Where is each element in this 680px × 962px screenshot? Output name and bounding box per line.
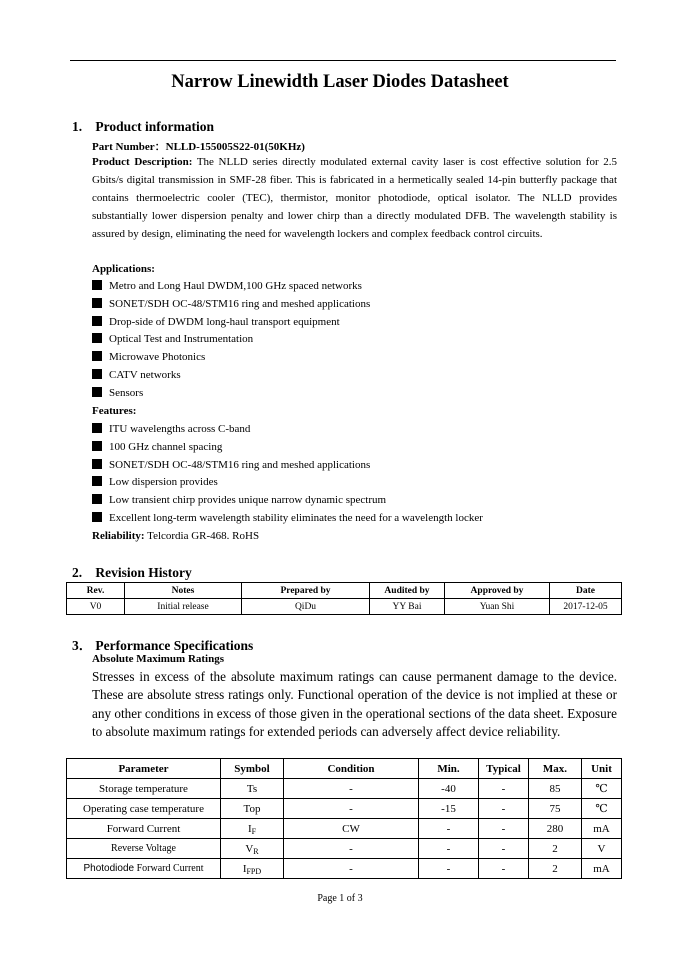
condition-cell: CW xyxy=(284,819,419,839)
col-min: Min. xyxy=(419,759,479,779)
reliability-label: Reliability: xyxy=(92,530,145,542)
square-bullet-icon xyxy=(92,512,102,522)
feature-item-text: Low transient chirp provides unique narrow dynamic spectrum xyxy=(109,494,387,507)
max-cell: 75 xyxy=(529,799,582,819)
feature-item xyxy=(92,474,483,492)
col-audited-by: Audited by xyxy=(370,583,445,599)
feature-item xyxy=(92,421,483,439)
square-bullet-icon xyxy=(92,441,102,451)
col-parameter: Parameter xyxy=(67,759,221,779)
symbol-main: V xyxy=(245,842,254,855)
revision-table-header xyxy=(67,583,622,599)
section-3-title: Performance Specifications xyxy=(95,638,254,653)
square-bullet-icon xyxy=(92,459,102,469)
square-bullet-icon xyxy=(92,369,102,379)
condition-cell: - xyxy=(284,799,419,819)
audited-by-cell: YY Bai xyxy=(370,599,445,615)
max-cell: 2 xyxy=(529,859,582,879)
feature-item-text: SONET/SDH OC-48/STM16 ring and meshed applications xyxy=(109,458,371,471)
table-row xyxy=(67,839,622,859)
symbol-cell xyxy=(221,839,284,859)
max-cell: 280 xyxy=(529,819,582,839)
table-row xyxy=(67,859,622,879)
typical-cell: - xyxy=(479,819,529,839)
col-prepared-by: Prepared by xyxy=(242,583,370,599)
part-number: Part Number：NLLD-155005S22-01(50KHz) xyxy=(92,141,305,153)
feature-item xyxy=(92,457,483,475)
application-item xyxy=(92,385,370,403)
col-symbol: Symbol xyxy=(221,759,284,779)
col-notes: Notes xyxy=(125,583,242,599)
header-rule xyxy=(70,60,616,61)
max-cell: 2 xyxy=(529,839,582,859)
symbol-subscript: FPD xyxy=(246,866,262,876)
section-2-number: 2. xyxy=(72,565,83,580)
symbol-cell: Top xyxy=(221,799,284,819)
square-bullet-icon xyxy=(92,280,102,290)
feature-item xyxy=(92,510,483,528)
min-cell: - xyxy=(419,819,479,839)
col-unit: Unit xyxy=(582,759,622,779)
feature-item-text: ITU wavelengths across C-band xyxy=(109,423,251,435)
section-1-title: Product information xyxy=(95,119,214,134)
absolute-max-ratings-subheading: Absolute Maximum Ratings xyxy=(92,653,225,665)
section-3-heading xyxy=(72,634,253,654)
col-date: Date xyxy=(550,583,622,599)
application-item xyxy=(92,367,370,385)
col-approved-by: Approved by xyxy=(445,583,550,599)
reliability-text: Telcordia GR-468. RoHS xyxy=(144,530,260,542)
symbol-subscript: F xyxy=(251,826,257,836)
typical-cell: - xyxy=(479,779,529,799)
absolute-max-ratings-table xyxy=(66,758,622,879)
parameter-cell xyxy=(67,859,221,879)
max-cell: 85 xyxy=(529,779,582,799)
prepared-by-cell: QiDu xyxy=(242,599,370,615)
applications-label: Applications: xyxy=(92,263,155,275)
application-item xyxy=(92,278,370,296)
unit-cell: ℃ xyxy=(582,779,622,799)
typical-cell: - xyxy=(479,859,529,879)
table-row xyxy=(67,819,622,839)
application-item xyxy=(92,331,370,349)
symbol-main: I xyxy=(242,862,247,875)
reliability xyxy=(92,527,617,545)
document-title: Narrow Linewidth Laser Diodes Datasheet xyxy=(171,72,509,92)
parameter-cell: Reverse Voltage xyxy=(67,839,221,859)
application-item-text: SONET/SDH OC-48/STM16 ring and meshed applications xyxy=(109,297,371,310)
date-cell: 2017-12-05 xyxy=(550,599,622,615)
application-item-text: Sensors xyxy=(109,386,144,399)
condition-cell: - xyxy=(284,779,419,799)
square-bullet-icon xyxy=(92,333,102,343)
feature-item-text: 100 GHz channel spacing xyxy=(109,440,223,453)
feature-item-text: Low dispersion provides xyxy=(109,476,218,489)
unit-cell: mA xyxy=(582,819,622,839)
product-description-label: Product Description: xyxy=(92,156,193,168)
symbol-subscript: R xyxy=(253,846,259,856)
application-item xyxy=(92,296,370,314)
applications-list xyxy=(92,278,370,403)
table-row xyxy=(67,779,622,799)
application-item-text: Optical Test and Instrumentation xyxy=(109,333,254,346)
square-bullet-icon xyxy=(92,351,102,361)
square-bullet-icon xyxy=(92,298,102,308)
section-1-number: 1. xyxy=(72,119,83,134)
table-row xyxy=(67,599,622,615)
absolute-max-ratings-text: Stresses in excess of the absolute maximum ratings can cause permanent damage to the device. These are absolute stress ratings only. Functional operation of the device is not implied at these or any other conditions in excess of those given in the operational sections of the data sheet. Exposure to absolute maximum ratings for extended periods can adversely affect device reliability. xyxy=(92,669,617,739)
condition-cell: - xyxy=(284,839,419,859)
product-description xyxy=(92,153,617,243)
feature-item xyxy=(92,492,483,510)
symbol-cell: Ts xyxy=(221,779,284,799)
feature-item xyxy=(92,439,483,457)
application-item-text: Metro and Long Haul DWDM,100 GHz spaced networks xyxy=(109,280,362,292)
rev-cell: V0 xyxy=(67,599,125,615)
square-bullet-icon xyxy=(92,476,102,486)
application-item xyxy=(92,349,370,367)
typical-cell: - xyxy=(479,799,529,819)
section-1-heading xyxy=(72,119,214,135)
table-row xyxy=(67,799,622,819)
min-cell: - xyxy=(419,839,479,859)
condition-cell: - xyxy=(284,859,419,879)
section-2-title: Revision History xyxy=(95,565,192,580)
unit-cell: V xyxy=(582,839,622,859)
notes-cell: Initial release xyxy=(125,599,242,615)
min-cell: -40 xyxy=(419,779,479,799)
square-bullet-icon xyxy=(92,494,102,504)
col-rev: Rev. xyxy=(67,583,125,599)
application-item xyxy=(92,314,370,332)
col-typical: Typical xyxy=(479,759,529,779)
typical-cell: - xyxy=(479,839,529,859)
revision-table xyxy=(66,582,622,615)
features-list xyxy=(92,421,483,528)
product-description-text: The NLLD series directly modulated external cavity laser is cost effective solution for 2.5 Gbits/s digital transmission in SMF-28 fiber. This is fabricated in a hermetically sealed 14-pin butterfly package that contains thermoelectric cooler (TEC), thermistor, monitor photodiode, optical isolator. The NLLD provides substantially lower dispersion penalty and lower chirp than a directly modulated DFB. The wavelength stability is assured by design, eliminating the need for wavelength lockers and complex feedback control circuits. xyxy=(92,156,618,240)
parameter-cell: Forward Current xyxy=(67,819,221,839)
section-3-number: 3． xyxy=(72,638,93,653)
feature-item-text: Excellent long-term wavelength stability eliminates the need for a wavelength locker xyxy=(109,511,483,524)
application-item-text: Drop-side of DWDM long-haul transport equipment xyxy=(109,315,340,328)
col-condition: Condition xyxy=(284,759,419,779)
unit-cell: ℃ xyxy=(582,799,622,819)
square-bullet-icon xyxy=(92,316,102,326)
parameter-cell: Storage temperature xyxy=(67,779,221,799)
square-bullet-icon xyxy=(92,423,102,433)
parameter-photodiode: Photodiode xyxy=(83,863,135,874)
symbol-cell xyxy=(221,859,284,879)
ratings-table-header xyxy=(67,759,622,779)
parameter-cell: Operating case temperature xyxy=(67,799,221,819)
square-bullet-icon xyxy=(92,387,102,397)
features-label: Features: xyxy=(92,405,137,417)
approved-by-cell: Yuan Shi xyxy=(445,599,550,615)
page-number: Page 1 of 3 xyxy=(317,893,363,904)
min-cell: - xyxy=(419,859,479,879)
parameter-forward-current: Forward Current xyxy=(134,863,204,874)
section-2-heading xyxy=(72,565,192,581)
min-cell: -15 xyxy=(419,799,479,819)
application-item-text: Microwave Photonics xyxy=(109,351,206,364)
symbol-main: I xyxy=(247,822,252,835)
col-max: Max. xyxy=(529,759,582,779)
unit-cell: mA xyxy=(582,859,622,879)
symbol-cell xyxy=(221,819,284,839)
application-item-text: CATV networks xyxy=(109,368,181,381)
